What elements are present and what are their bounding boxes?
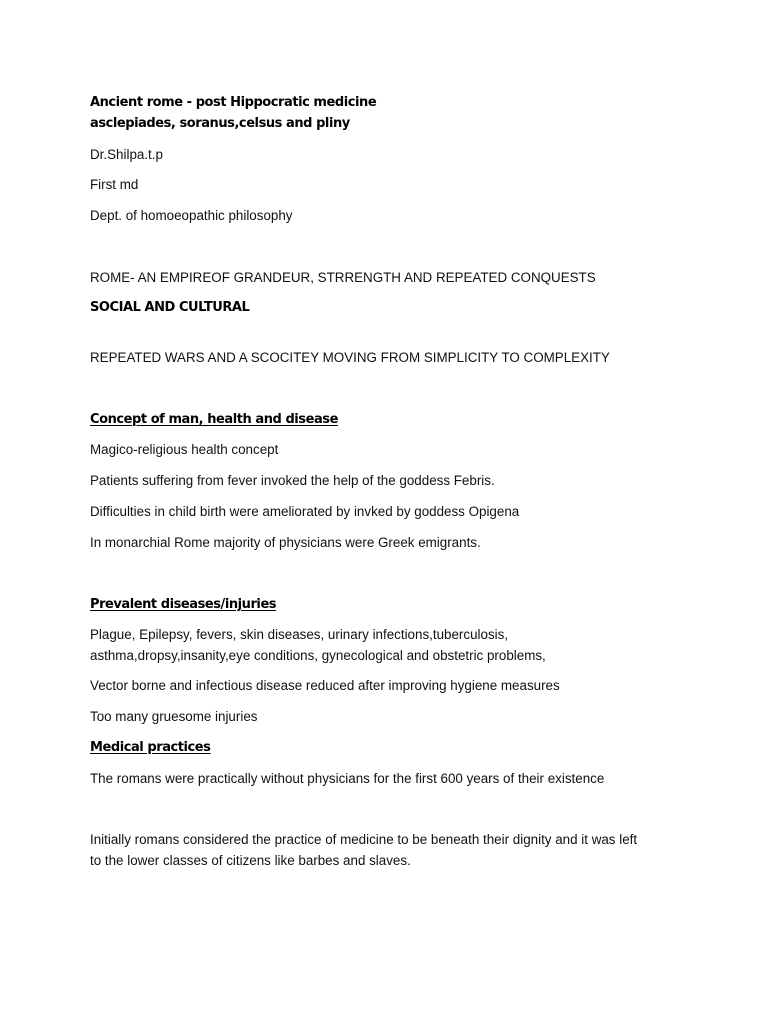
section-heading-concept: Concept of man, health and disease <box>90 412 338 427</box>
social-text: REPEATED WARS AND A SCOCITEY MOVING FROM SIMPLICITY TO COMPLEXITY <box>90 350 610 365</box>
department-name: Dept. of homoeopathic philosophy <box>90 208 293 223</box>
concept-line: In monarchial Rome majority of physicians were Greek emigrants. <box>90 535 481 550</box>
section-heading-social: SOCIAL AND CULTURAL <box>90 300 250 315</box>
concept-line: Patients suffering from fever invoked the help of the goddess Febris. <box>90 473 495 488</box>
diseases-vector-text: Vector borne and infectious disease reduced after improving hygiene measures <box>90 678 560 693</box>
practices-text-2-line-1: Initially romans considered the practice of medicine to be beneath their dignity and it was left <box>90 832 638 847</box>
section-heading-practices: Medical practices <box>90 740 211 755</box>
practices-text-2-line-2: to the lower classes of citizens like barbes and slaves. <box>90 853 411 868</box>
author-name: Dr.Shilpa.t.p <box>90 147 163 162</box>
diseases-list-line-2: asthma,dropsy,insanity,eye conditions, gynecological and obstetric problems, <box>90 648 546 663</box>
section-heading-diseases: Prevalent diseases/injuries <box>90 597 277 612</box>
document-title-line-1: Ancient rome - post Hippocratic medicine <box>90 95 377 110</box>
course-name: First md <box>90 177 139 192</box>
practices-text-1: The romans were practically without physicians for the first 600 years of their existence <box>90 771 605 786</box>
intro-text: ROME- AN EMPIREOF GRANDEUR, STRRENGTH AND REPEATED CONQUESTS <box>90 270 596 285</box>
concept-line: Difficulties in child birth were ameliorated by invked by goddess Opigena <box>90 504 520 519</box>
document-title-line-2: asclepiades, soranus,celsus and pliny <box>90 116 350 131</box>
diseases-list-line-1: Plague, Epilepsy, fevers, skin diseases, urinary infections,tuberculosis, <box>90 627 509 642</box>
diseases-injuries-text: Too many gruesome injuries <box>90 709 258 724</box>
concept-line: Magico-religious health concept <box>90 442 279 457</box>
